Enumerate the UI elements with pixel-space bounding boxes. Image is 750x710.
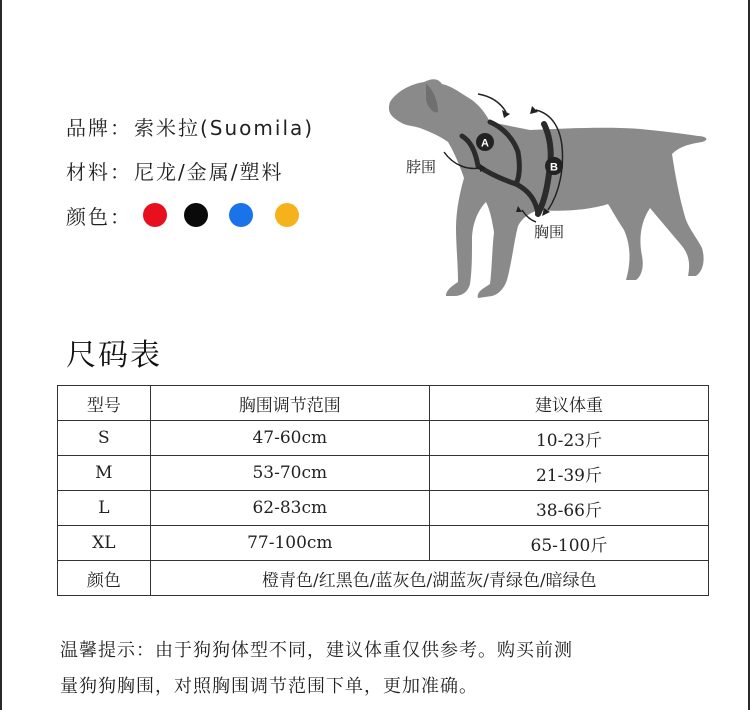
color-swatch-yellow [275, 203, 299, 227]
weight-cell: 21-39斤 [429, 456, 708, 491]
neck-label: 脖围 [406, 158, 437, 176]
color-row-value: 橙青色/红黑色/蓝灰色/湖蓝灰/青绿色/暗绿色 [150, 561, 708, 596]
material-label: 材料： [66, 160, 132, 184]
chest-cell: 62-83cm [150, 491, 429, 526]
color-swatch-red [143, 203, 167, 227]
brand-label: 品牌： [66, 116, 132, 140]
color-swatch-black [184, 203, 208, 227]
tip-line-1: 温馨提示：由于狗狗体型不同，建议体重仅供参考。购买前测 [60, 640, 573, 661]
table-row [58, 421, 709, 456]
chest-cell: 77-100cm [150, 526, 429, 561]
header-model: 型号 [58, 386, 151, 421]
table-color-row [58, 561, 709, 596]
color-row-label: 颜色 [58, 561, 151, 596]
color-swatch-blue [229, 203, 253, 227]
table-row [58, 526, 709, 561]
material-line [66, 156, 283, 185]
table-header-row [58, 386, 709, 421]
header-weight: 建议体重 [429, 386, 708, 421]
chest-cell: 47-60cm [150, 421, 429, 456]
brand-line [66, 112, 314, 141]
weight-cell: 38-66斤 [429, 491, 708, 526]
marker-b-text: B [550, 161, 558, 174]
size-chart-title: 尺码表 [66, 338, 162, 373]
color-label: 颜色： [66, 205, 132, 229]
chest-cell: 53-70cm [150, 456, 429, 491]
table-row [58, 456, 709, 491]
tip-line-2: 量狗狗胸围，对照胸围调节范围下单，更加准确。 [60, 676, 478, 697]
size-cell: S [58, 421, 151, 456]
size-table [57, 385, 709, 596]
marker-a-text: A [481, 137, 489, 150]
header-chest-range: 胸围调节范围 [150, 386, 429, 421]
weight-cell: 10-23斤 [429, 421, 708, 456]
chest-label: 胸围 [534, 223, 565, 241]
brand-value: 索米拉(Suomila) [134, 116, 315, 140]
left-border [0, 0, 2, 710]
table-row [58, 491, 709, 526]
size-cell: M [58, 456, 151, 491]
material-value: 尼龙/金属/塑料 [134, 160, 284, 184]
color-line [66, 201, 132, 230]
size-cell: XL [58, 526, 151, 561]
dog-harness-diagram [380, 70, 720, 310]
weight-cell: 65-100斤 [429, 526, 708, 561]
size-cell: L [58, 491, 151, 526]
